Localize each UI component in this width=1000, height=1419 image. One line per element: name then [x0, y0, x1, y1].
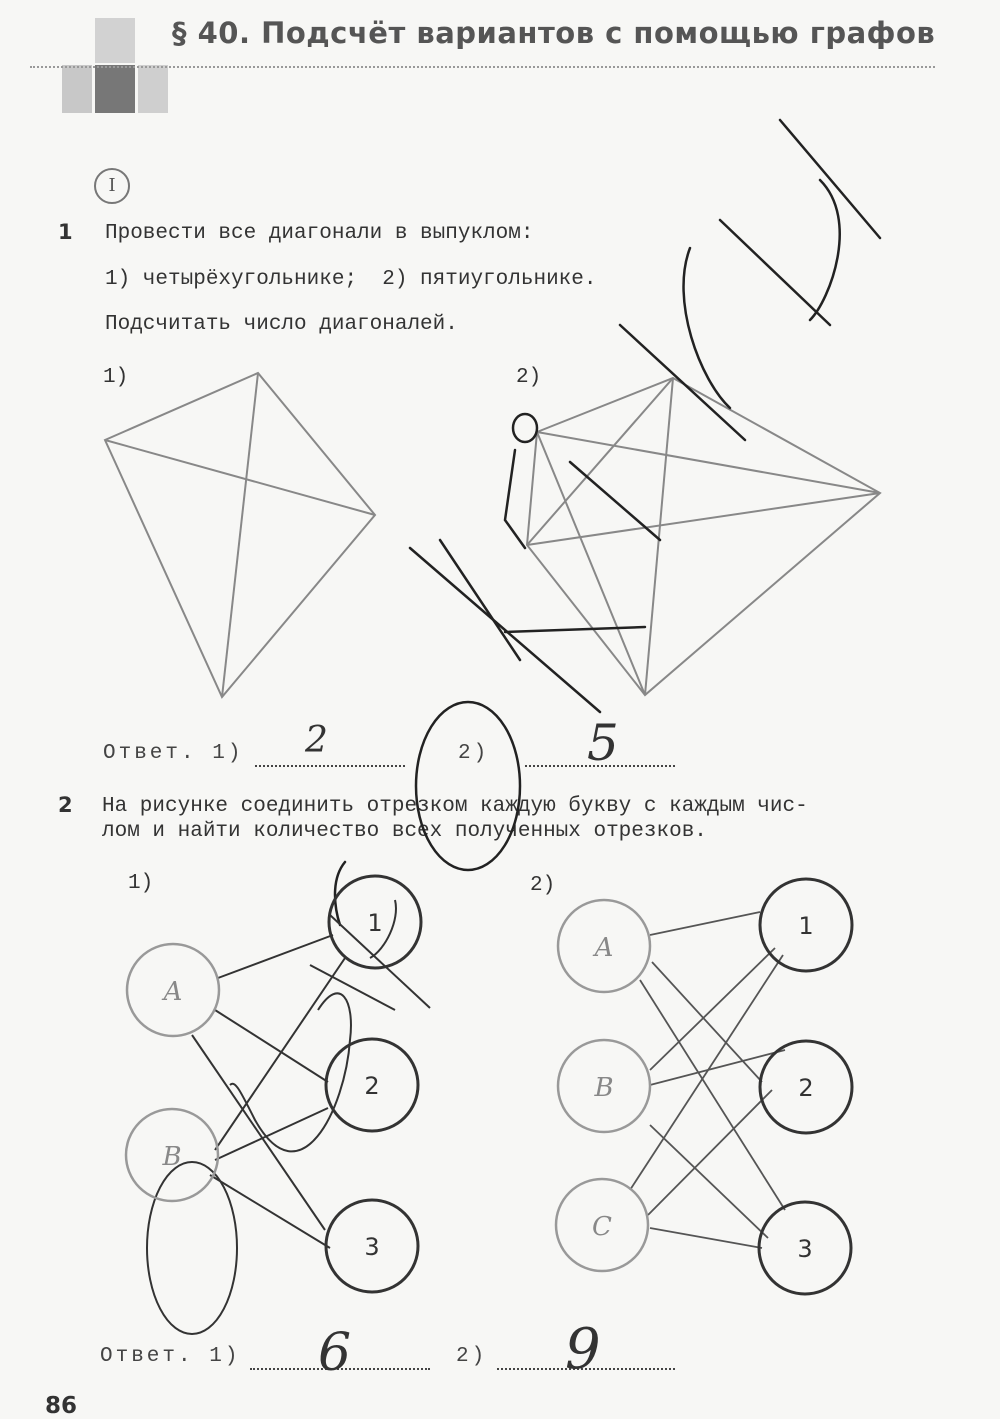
section-marker: I: [94, 168, 130, 204]
task2-answer-prefix: Ответ. 1): [100, 1345, 241, 1368]
graph-edge: [650, 1125, 768, 1238]
graph-edge: [215, 1010, 328, 1082]
pentagon-diagonal: [645, 378, 673, 695]
node-label: B: [162, 1142, 182, 1172]
task2-line1: На рисунке соединить отрезком каждую букву с каждым чис-: [102, 795, 808, 818]
task1-answer-prefix: Ответ. 1): [103, 742, 244, 765]
handwritten-answer: 5: [587, 714, 619, 772]
task2-answer-label2: 2): [456, 1345, 488, 1368]
graph1-nodes: [126, 876, 421, 1292]
graph-edge: [640, 980, 785, 1210]
node-label: 3: [364, 1233, 380, 1261]
node-label: 2: [364, 1072, 380, 1100]
task2-number: 2: [58, 793, 73, 817]
handwritten-answer: 2: [305, 720, 328, 761]
graph-edge: [648, 1090, 772, 1215]
handwritten-scribble: [335, 120, 880, 925]
task1-line2: 1) четырёхугольнике; 2) пятиугольнике.: [105, 268, 597, 291]
node-label: 1: [367, 909, 383, 937]
task2-fig1-label: 1): [128, 872, 154, 895]
node-label: 1: [798, 912, 814, 940]
graph2-nodes: [556, 879, 852, 1294]
task1-line1: Провести все диагонали в выпуклом:: [105, 222, 534, 245]
quadrilateral-diagonal: [105, 440, 375, 515]
graph-edge: [652, 962, 762, 1082]
handwritten-answers: [304, 714, 619, 1383]
node-label: 3: [797, 1235, 813, 1263]
graph-edge: [650, 948, 775, 1070]
node-label: B: [594, 1073, 614, 1103]
node-label: C: [592, 1212, 612, 1242]
node-label: A: [163, 977, 183, 1007]
graph-edge: [218, 935, 333, 978]
node-label: A: [594, 933, 614, 963]
graph-scribble: [147, 1162, 237, 1334]
page-number: 86: [45, 1393, 78, 1419]
graph-edge: [215, 958, 345, 1150]
graph-edge: [630, 955, 783, 1190]
task2-line2: лом и найти количество всех полученных отрезков.: [102, 820, 707, 843]
task1-line3: Подсчитать число диагоналей.: [105, 313, 458, 336]
task1-answer-label2: 2): [458, 742, 490, 765]
pentagon-diagonal: [537, 432, 880, 493]
task1-fig1-label: 1): [103, 366, 129, 389]
quadrilateral-diagonal: [222, 373, 258, 697]
task1-fig2-label: 2): [516, 366, 542, 389]
pentagon-figure: [527, 378, 880, 695]
node-label: 2: [798, 1074, 814, 1102]
quadrilateral-figure: [105, 373, 375, 697]
handwritten-answer: 9: [565, 1317, 601, 1382]
handwritten-answer: 6: [318, 1323, 352, 1383]
graph-scribble: [230, 993, 351, 1151]
graph-edge: [650, 912, 760, 935]
page-title: § 40. Подсчёт вариантов с помощью графов: [172, 16, 936, 50]
graph-edge: [650, 1228, 762, 1248]
task1-number: 1: [58, 220, 73, 244]
task2-fig2-label: 2): [530, 874, 556, 897]
